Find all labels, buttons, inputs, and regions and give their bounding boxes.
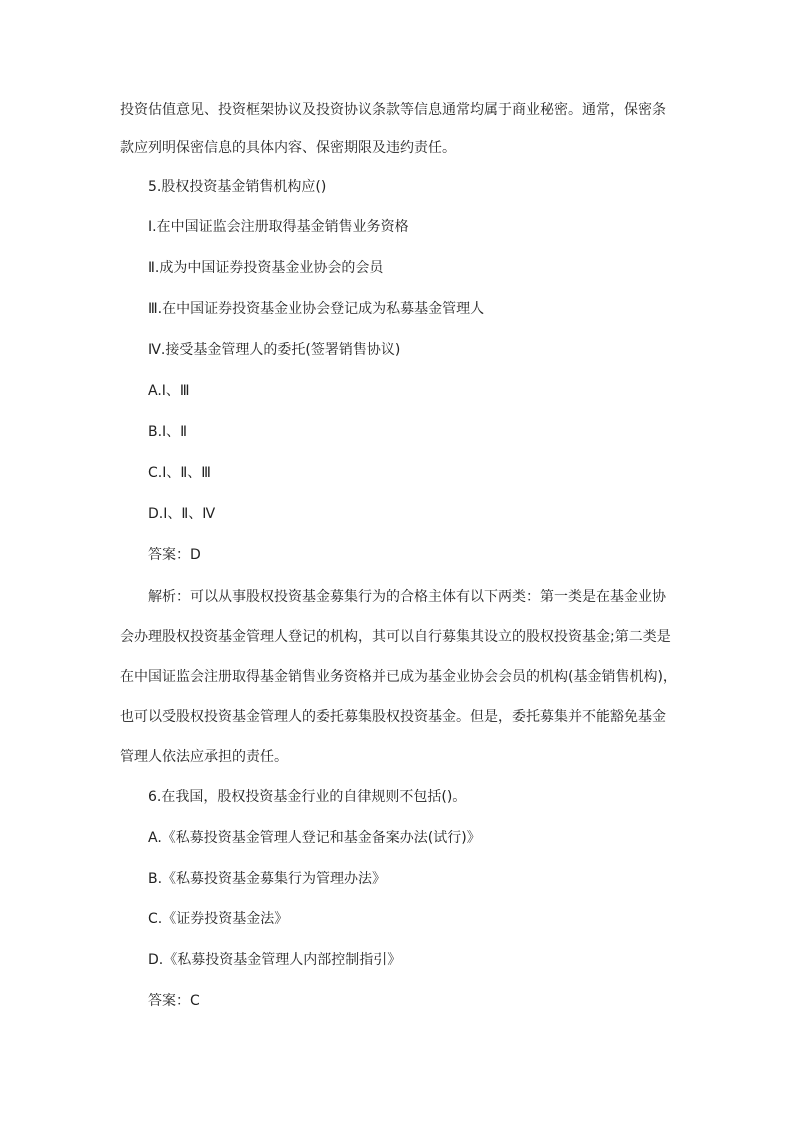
q5-item: Ⅲ.在中国证券投资基金业协会登记成为私募基金管理人 [148,301,485,317]
q6-option-b: B.《私募投资基金募集行为管理办法》 [148,871,387,887]
q5-item: Ⅱ.成为中国证券投资基金业协会的会员 [148,260,384,276]
q5-analysis-line: 解析：可以从事股权投资基金募集行为的合格主体有以下两类：第一类是在基金业协 [148,589,666,605]
q5-option-c: C.Ⅰ、Ⅱ、Ⅲ [148,465,211,481]
q5-analysis-line: 在中国证监会注册取得基金销售业务资格并已成为基金业协会会员的机构(基金销售机构)， [120,669,677,685]
intro-line: 款应列明保密信息的具体内容、保密期限及违约责任。 [120,140,456,156]
q5-analysis-line: 会办理股权投资基金管理人登记的机构，其可以自行募集其设立的股权投资基金;第二类是 [120,629,671,645]
intro-line: 投资估值意见、投资框架协议及投资协议条款等信息通常均属于商业秘密。通常，保密条 [120,102,666,118]
q5-item: Ⅰ.在中国证监会注册取得基金销售业务资格 [148,219,409,235]
q5-analysis-line: 也可以受股权投资基金管理人的委托募集股权投资基金。但是，委托募集并不能豁免基金 [120,709,666,725]
q6-option-d: D.《私募投资基金管理人内部控制指引》 [148,952,402,968]
q5-option-b: B.Ⅰ、Ⅱ [148,424,188,440]
q5-item: Ⅳ.接受基金管理人的委托(签署销售协议) [148,342,401,358]
q5-analysis-line: 管理人依法应承担的责任。 [120,749,288,765]
q5-answer: 答案：D [148,547,201,563]
q6-answer: 答案：C [148,993,200,1009]
question-5: 5.股权投资基金销售机构应() [148,179,327,195]
q5-option-a: A.Ⅰ、Ⅲ [148,383,190,399]
q6-option-c: C.《证券投资基金法》 [148,911,289,927]
q5-option-d: D.Ⅰ、Ⅱ、Ⅳ [148,506,216,522]
q6-option-a: A.《私募投资基金管理人登记和基金备案办法(试行)》 [148,830,481,846]
question-6: 6.在我国，股权投资基金行业的自律规则不包括()。 [148,789,467,805]
